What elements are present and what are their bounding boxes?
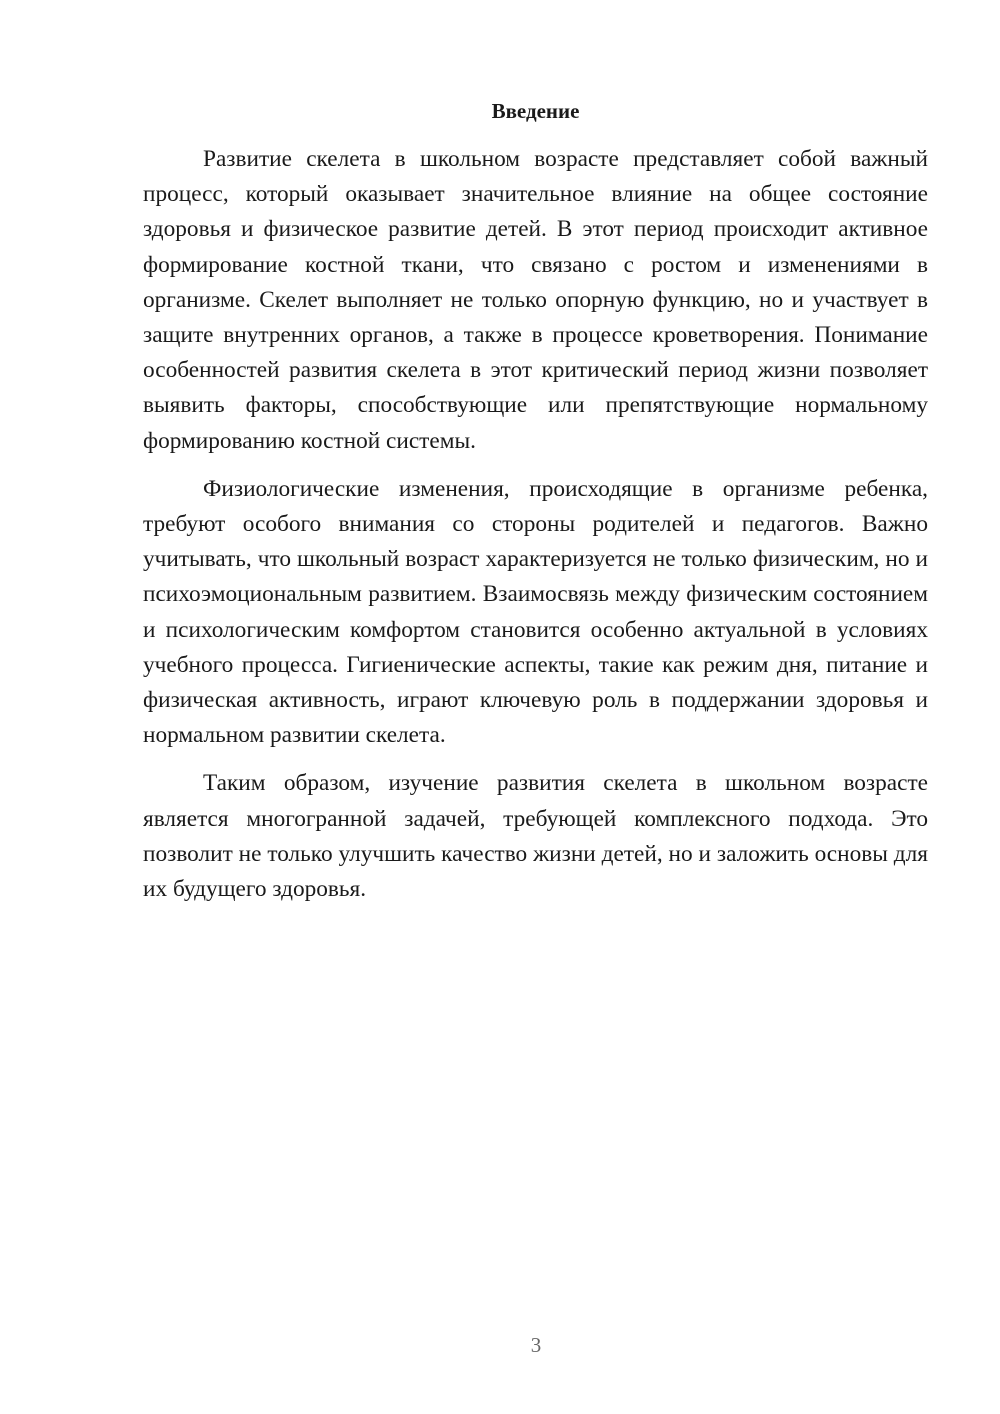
document-body xyxy=(143,142,928,907)
page-number: 3 xyxy=(530,1333,542,1357)
paragraph-2: Физиологические изменения, происходящие в организме ребенка, требуют особого внимания со стороны родителей и педагогов. Важно учитывать, что школьный возраст характеризуется не только физическим, но и психоэмоциональным развитием. Взаимосвязь между физическим состоянием и психологическим комфортом становится особенно актуальной в условиях учебного процесса. Гигиенические аспекты, такие как режим дня, питание и физическая активность, играют ключевую роль в поддержании здоровья и нормальном развитии скелета. xyxy=(143,475,928,749)
paragraph-1: Развитие скелета в школьном возрасте представляет собой важный процесс, который оказывает значительное влияние на общее состояние здоровья и физическое развитие детей. В этот период происходит активное формирование костной ткани, что связано с ростом и изменениями в организме. Скелет выполняет не только опорную функцию, но и участвует в защите внутренних органов, а также в процессе кроветворения. Понимание особенностей развития скелета в этот критический период жизни позволяет выявить факторы, способствующие или препятствующие нормальному формированию костной системы. xyxy=(143,146,928,454)
paragraph-3: Таким образом, изучение развития скелета в школьном возрасте является многогранной задачей, требующей комплексного подхода. Это позволит не только улучшить качество жизни детей, но и заложить основы для их будущего здоровья. xyxy=(143,770,928,903)
page-title: Введение xyxy=(491,99,580,123)
